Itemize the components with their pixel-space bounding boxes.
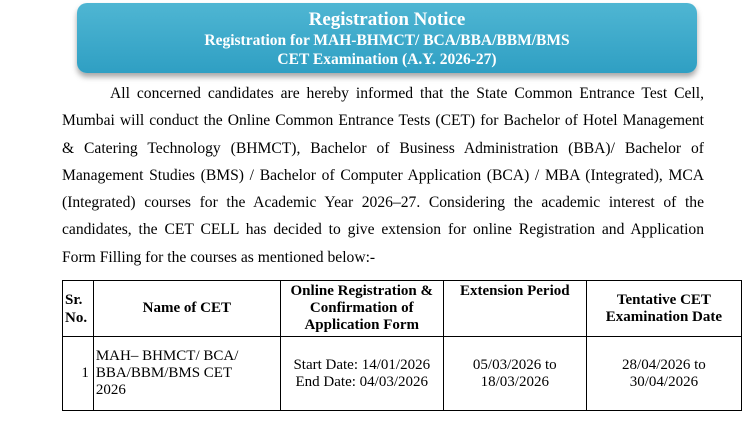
notice-subtitle-line2: CET Examination (A.Y. 2026-27) xyxy=(277,51,497,68)
notice-paragraph xyxy=(62,80,704,271)
table-row xyxy=(63,337,742,411)
header-extension-period: Extension Period xyxy=(443,281,586,337)
notice-banner xyxy=(77,3,697,73)
header-name-of-cet: Name of CET xyxy=(93,281,280,337)
paragraph-line: (Integrated) courses for the Academic Year 2026–27. Considering the academic interest of the xyxy=(62,194,704,212)
cell-cet-name: MAH– BHMCT/ BCA/ BBA/BBM/BMS CET 2026 xyxy=(93,337,280,411)
cet-schedule-table xyxy=(62,280,742,411)
notice-subtitle-line1: Registration for MAH-BHMCT/ BCA/BBA/BBM/BMS xyxy=(204,32,570,49)
cell-sr-no: 1 xyxy=(63,337,94,411)
table-header-row xyxy=(63,281,742,337)
paragraph-line: & Catering Technology (BHMCT), Bachelor of Business Administration (BBA)/ Bachelor of xyxy=(62,139,704,157)
header-sr-no: Sr. No. xyxy=(63,281,94,337)
cell-exam-date: 28/04/2026 to 30/04/2026 xyxy=(586,337,741,411)
paragraph-line: Form Filling for the courses as mentioned below:- xyxy=(62,248,376,266)
paragraph-line: Management Studies (BMS) / Bachelor of Computer Application (BCA) / MBA (Integrated), MCA xyxy=(62,166,704,184)
paragraph-line: candidates, the CET CELL has decided to give extension for online Registration and Application xyxy=(62,221,704,239)
notice-title: Registration Notice xyxy=(308,9,466,30)
paragraph-line: Mumbai will conduct the Online Common Entrance Tests (CET) for Bachelor of Hotel Management xyxy=(62,112,704,130)
paragraph-line: All concerned candidates are hereby informed that the State Common Entrance Test Cell, xyxy=(110,85,704,102)
header-tentative-exam-date: Tentative CET Examination Date xyxy=(586,281,741,337)
cell-extension-period: 05/03/2026 to 18/03/2026 xyxy=(443,337,586,411)
cell-registration-dates: Start Date: 14/01/2026 End Date: 04/03/2026 xyxy=(280,337,443,411)
header-online-registration: Online Registration & Confirmation of Application Form xyxy=(280,281,443,337)
